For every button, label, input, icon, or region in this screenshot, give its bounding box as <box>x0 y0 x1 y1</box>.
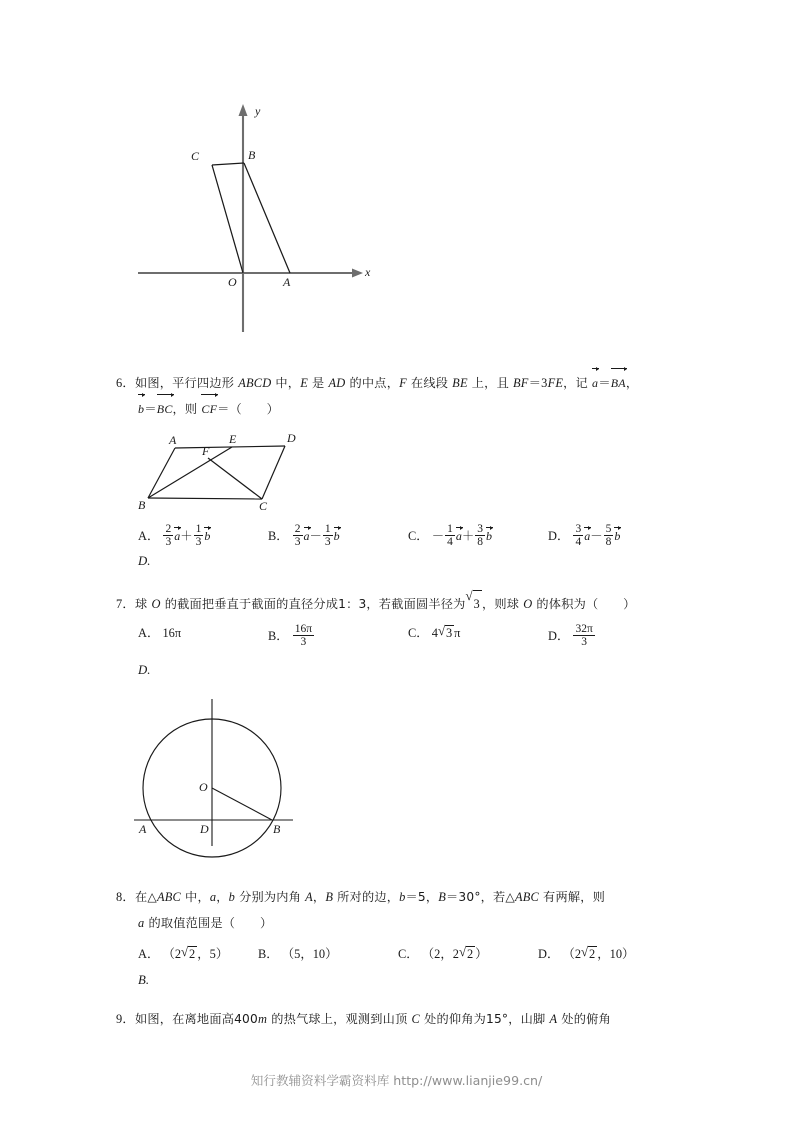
q9-text-a: 如图，在离地面高400 <box>135 1012 258 1026</box>
q6-option-d-frac-1 <box>573 523 583 548</box>
q7-option-b-numerator: 16π <box>294 623 313 635</box>
q6-option-b-den-2: 3 <box>324 536 331 549</box>
q6-label-fe: FE <box>547 376 564 390</box>
q6-option-a-vector-1-text: a <box>174 529 181 544</box>
q6-label-e: E <box>300 376 308 390</box>
q7-radical-inline <box>466 590 482 617</box>
figure-circle-svg <box>125 695 315 850</box>
figure-label-O: O <box>228 275 237 289</box>
q6-comma: ， <box>625 376 639 390</box>
q8-option-c-post: ） <box>475 947 488 961</box>
q6-answer: D. <box>138 554 151 568</box>
q6-option-a-frac-2 <box>194 523 204 548</box>
q8-text-g: 有两解，则 <box>538 890 605 904</box>
q6-option-a-operator: ＋ <box>180 529 193 544</box>
q7-option-d-denominator: 3 <box>581 636 587 649</box>
q6-option-a-vector-2-text: b <box>204 529 211 544</box>
q8-option-a-radicand: 2 <box>189 947 196 961</box>
question-6-number: 6． <box>116 376 135 390</box>
q6-option-a-vector-1 <box>174 527 180 544</box>
q6-option-d-num-2: 5 <box>605 523 612 535</box>
q6-option-c-frac-2 <box>475 523 485 548</box>
q8-label-A-upper: A <box>305 890 313 904</box>
figure-label-B: B <box>248 148 256 162</box>
q7-option-a-value: 16π <box>162 626 182 640</box>
figure2-label-C: C <box>259 499 268 513</box>
q7-option-d-numerator: 32π <box>575 623 593 635</box>
figure3-label-O: O <box>199 780 208 794</box>
figure-parallelogram-svg <box>135 436 310 511</box>
q8-option-a-pre: （2 <box>162 947 182 961</box>
q8-option-c-radical-sign: √ <box>458 944 467 959</box>
q6-option-c-vector-2 <box>486 527 492 544</box>
q6-option-c-den-2: 8 <box>477 536 484 549</box>
q9-text-b: 的热气球上，观测到山顶 <box>267 1012 412 1026</box>
q6-vector-BC <box>157 394 173 422</box>
q6-text-g: ，记 <box>563 376 592 390</box>
page-footer-watermark: 知行教辅资料学霸资料库 http://www.lianjie99.cn/ <box>250 1073 543 1088</box>
q6-vector-CF <box>201 394 217 422</box>
q8-option-c-radical <box>459 946 475 962</box>
q6-label-bf: BF <box>513 376 529 390</box>
q8-option-a-post: ，5） <box>197 947 229 961</box>
q6-option-b-vector-2 <box>334 527 340 544</box>
q6-option-a-vector-2 <box>204 527 210 544</box>
q6-option-d-vector-1 <box>584 527 590 544</box>
figure3-label-A: A <box>139 822 147 836</box>
q8-option-b[interactable] <box>258 944 338 962</box>
q6-option-a-num-1: 2 <box>165 523 172 535</box>
figure2-label-B: B <box>138 498 146 512</box>
question-6-line-2 <box>138 394 279 422</box>
q6-option-c-vector-2-text: b <box>486 529 493 544</box>
q8-label-abc-2: ABC <box>514 890 539 904</box>
q6-label-abcd: ABCD <box>238 376 272 390</box>
q6-vector-b-text: b <box>138 402 145 416</box>
q6-option-c-tag: C． <box>408 529 429 544</box>
q8-label-b-eq: b <box>399 890 406 904</box>
figure-label-A: A <box>283 275 291 289</box>
q7-label-o-2: O <box>523 597 533 611</box>
figure-sphere-cross-section <box>125 695 315 850</box>
q6-option-d-operator: － <box>590 529 603 544</box>
q8-answer: B. <box>138 973 150 987</box>
q6-option-d-vector-2 <box>614 527 620 544</box>
figure-label-C: C <box>191 149 200 163</box>
figure2-label-F: F <box>202 444 210 458</box>
q8-option-a-radical-sign: √ <box>181 944 189 959</box>
q7-text-c: ，则球 <box>481 597 524 611</box>
figure3-label-D: D <box>200 822 209 836</box>
q8-label-a-lower: a <box>209 890 217 904</box>
q6-text-c: 是 <box>307 376 329 390</box>
q6-option-b-operator: － <box>309 529 322 544</box>
q8-text-b: 中， <box>180 890 210 904</box>
q6-option-b-frac-2 <box>323 523 333 548</box>
q6-option-c[interactable] <box>408 523 492 548</box>
q7-option-c-tag: C． <box>408 626 429 640</box>
q8-option-a[interactable] <box>138 944 228 962</box>
figure3-label-B: B <box>273 822 281 836</box>
q7-option-c-radical-sign: √ <box>437 623 446 638</box>
q6-option-b-num-1: 2 <box>294 523 301 535</box>
q7-option-d-tag: D． <box>548 629 570 644</box>
q8-option-d-tag: D． <box>538 947 560 961</box>
q8-option-c-tag: C． <box>398 947 419 961</box>
q6-option-d-den-2: 8 <box>605 536 612 549</box>
q7-option-c-suffix: π <box>454 626 461 640</box>
q8-text-b5: ＝5， <box>405 890 439 904</box>
q6-label-ad: AD <box>328 376 346 390</box>
q6-vector-CF-text: CF <box>201 402 218 416</box>
figure-coordinate-svg <box>120 92 390 342</box>
q7-option-d-fraction <box>573 623 594 648</box>
figure2-label-E: E <box>229 432 237 446</box>
q6-text-f: 上，且 <box>467 376 514 390</box>
segment-CO <box>212 165 243 273</box>
q8-line2-variable: a <box>138 916 145 930</box>
q6-vector-a <box>592 368 598 396</box>
q6-option-b-frac-1 <box>293 523 303 548</box>
q9-label-C: C <box>411 1012 421 1026</box>
q8-option-b-tag: B． <box>258 947 279 961</box>
q6-vector-BC-text: BC <box>156 402 173 416</box>
q8-option-d-radical-sign: √ <box>581 944 589 959</box>
q8-option-d[interactable] <box>538 944 634 962</box>
q7-label-o-1: O <box>151 597 161 611</box>
question-8-line-2 <box>138 910 272 936</box>
figure-parallelogram-abcd <box>135 431 310 513</box>
q7-option-b[interactable] <box>268 623 315 648</box>
q6-text-e: 在线段 <box>406 376 453 390</box>
q8-text-c: ， <box>216 890 229 904</box>
q6-option-a[interactable] <box>138 523 210 548</box>
q6-option-a-frac-1 <box>163 523 173 548</box>
q7-option-a-tag: A． <box>138 626 160 640</box>
radius-ob <box>212 788 272 820</box>
q6-text-a: 如图，平行四边形 <box>135 376 239 390</box>
q8-option-d-post: ，10） <box>597 947 635 961</box>
q6-option-b-vector-1 <box>304 527 310 544</box>
q7-option-c-radicand: 3 <box>445 626 453 640</box>
q6-option-b-den-1: 3 <box>294 536 301 549</box>
q6-option-c-vector-1 <box>456 527 462 544</box>
figure2-label-D: D <box>287 431 296 445</box>
question-6-line-1 <box>116 368 638 396</box>
q6-option-d[interactable] <box>548 523 620 548</box>
q9-text-d: 处的俯角 <box>557 1012 611 1026</box>
q6-option-d-num-1: 3 <box>575 523 582 535</box>
q7-text-d: 的体积为（ ） <box>532 597 636 611</box>
segment-FC <box>208 458 262 499</box>
q6-label-be: BE <box>452 376 468 390</box>
q7-option-b-tag: B． <box>268 629 289 644</box>
q7-option-c-radical <box>438 625 454 641</box>
y-axis-arrowhead <box>239 104 248 116</box>
q6-option-c-num-1: 1 <box>447 523 453 535</box>
q8-label-abc-1: ABC <box>156 890 181 904</box>
q6-label-f: F <box>399 376 407 390</box>
q6-option-d-frac-2 <box>604 523 614 548</box>
question-7-number: 7． <box>116 597 135 611</box>
q8-text-b30: ＝30°，若△ <box>446 890 515 904</box>
q7-option-c[interactable] <box>408 623 460 641</box>
question-8-line-1 <box>116 884 605 910</box>
q6-option-b-vector-1-text: a <box>303 529 310 544</box>
q9-text-c: 处的仰角为15°，山脚 <box>420 1012 550 1026</box>
x-axis-arrowhead <box>352 269 363 278</box>
question-9-line-1 <box>116 1006 611 1032</box>
q6-option-a-num-2: 1 <box>195 523 202 535</box>
q6-option-b-vector-2-text: b <box>333 529 340 544</box>
q8-option-c-radicand: 2 <box>466 947 474 961</box>
question-9-number: 9． <box>116 1012 135 1026</box>
q8-option-d-radical <box>581 946 597 962</box>
question-8-number: 8． <box>116 890 135 904</box>
q6-option-b-num-2: 1 <box>324 523 331 535</box>
segment-BE <box>148 447 232 498</box>
segment-BC <box>148 498 262 499</box>
q7-text-a: 球 <box>135 597 152 611</box>
q7-answer: D. <box>138 663 151 677</box>
q9-unit-m: m <box>257 1012 268 1026</box>
q6-option-d-vector-2-text: b <box>614 529 621 544</box>
q8-text-d: 分别为内角 <box>235 890 306 904</box>
q6-option-c-vector-1-text: a <box>455 529 462 544</box>
q6-option-c-den-1: 4 <box>447 536 453 549</box>
q8-option-c-pre: （2，2 <box>421 947 459 961</box>
q6-option-b[interactable] <box>268 523 340 548</box>
figure-label-x: x <box>365 265 371 279</box>
q8-option-a-radical <box>181 946 197 962</box>
q6-text-then: ，则 <box>172 402 202 416</box>
figure2-label-A: A <box>169 433 177 447</box>
q8-label-B-eq: B <box>438 890 447 904</box>
q8-option-c[interactable] <box>398 944 488 962</box>
q8-option-d-radicand: 2 <box>589 947 596 961</box>
q6-option-c-operator: ＋ <box>461 529 475 544</box>
q8-label-b-lower: b <box>228 890 236 904</box>
q6-vector-BA-text: BA <box>610 376 626 390</box>
q6-option-c-sign: － <box>431 529 445 544</box>
q7-option-d[interactable] <box>548 623 596 648</box>
q8-text-e: ， <box>312 890 326 904</box>
q6-vector-a-text: a <box>591 376 599 390</box>
figure-coordinate-parallelogram <box>120 92 390 342</box>
q6-vector-b <box>138 394 144 422</box>
q6-equals-1: ＝ <box>598 376 611 390</box>
q8-text-f: 所对的边， <box>333 890 400 904</box>
segment-DC <box>262 446 285 499</box>
q8-option-a-tag: A． <box>138 947 160 961</box>
q7-option-c-coefficient: 4 <box>431 626 438 640</box>
q6-vector-BA <box>611 368 626 396</box>
q8-label-B-upper: B <box>325 890 334 904</box>
q8-option-d-pre: （2 <box>562 947 582 961</box>
question-7-line-1 <box>116 590 636 617</box>
q6-option-a-den-1: 3 <box>165 536 172 549</box>
q6-option-c-num-2: 3 <box>477 523 484 535</box>
q6-option-c-frac-1 <box>445 523 455 548</box>
q9-label-A: A <box>549 1012 558 1026</box>
q6-option-d-tag: D． <box>548 529 570 544</box>
q7-option-a[interactable] <box>138 623 181 641</box>
q6-option-a-tag: A． <box>138 529 160 544</box>
segment-BA <box>244 163 290 273</box>
q8-option-b-pre: （5，10） <box>281 947 338 961</box>
q6-option-d-vector-1-text: a <box>584 529 591 544</box>
q7-option-b-fraction <box>293 623 314 648</box>
q6-text-d: 的中点， <box>345 376 400 390</box>
q6-text-eq: ＝3 <box>528 376 548 390</box>
q8-text-a: 在△ <box>135 890 157 904</box>
q7-radical-sign: √ <box>465 588 473 603</box>
q7-radical-radicand: 3 <box>473 590 482 617</box>
q7-option-b-denominator: 3 <box>300 636 307 649</box>
q6-text-b: 中， <box>271 376 301 390</box>
q7-text-b: 的截面把垂直于截面的直径分成1：3，若截面圆半径为 <box>160 597 466 611</box>
q6-option-a-den-2: 3 <box>195 536 202 549</box>
q6-option-d-den-1: 4 <box>575 536 582 549</box>
q8-line2-text: 的取值范围是（ ） <box>144 916 273 930</box>
q6-option-b-tag: B． <box>268 529 289 544</box>
q6-text-tail: ＝（ ） <box>217 402 280 416</box>
q6-equals-2: ＝ <box>144 402 157 416</box>
figure-label-y: y <box>255 104 261 118</box>
segment-CB <box>212 163 244 165</box>
